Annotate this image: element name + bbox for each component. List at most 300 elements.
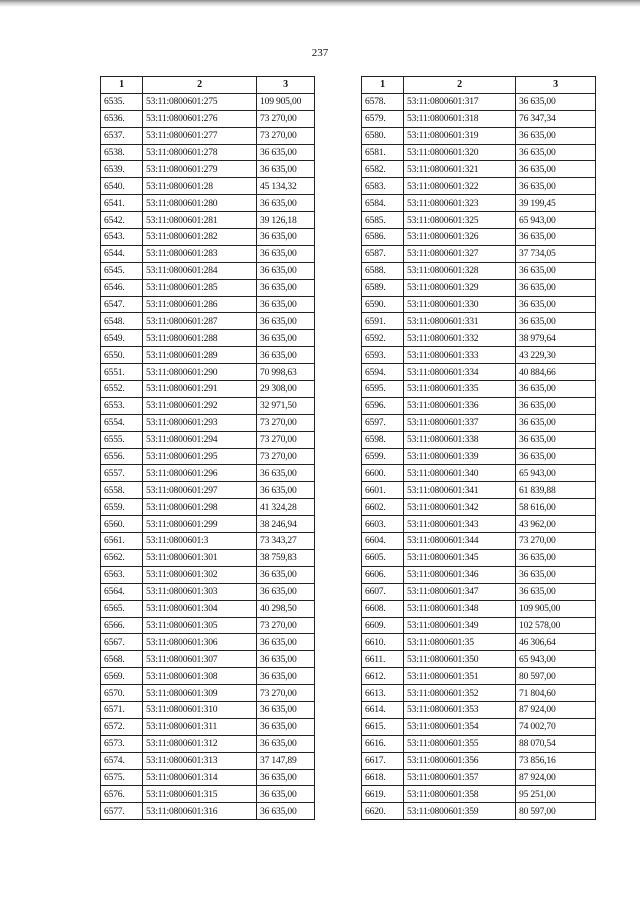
table-row	[101, 566, 315, 583]
cadastral-number: 53:11:0800601:298	[143, 499, 257, 516]
cadastral-number: 53:11:0800601:326	[404, 229, 516, 246]
cadastral-number: 53:11:0800601:308	[143, 668, 257, 685]
value-cell: 65 943,00	[516, 212, 596, 229]
row-number: 6615.	[362, 718, 404, 735]
cadastral-number: 53:11:0800601:289	[143, 347, 257, 364]
table-row	[101, 414, 315, 431]
value-cell: 73 343,27	[257, 533, 315, 550]
value-cell: 43 962,00	[516, 516, 596, 533]
row-number: 6610.	[362, 634, 404, 651]
value-cell: 73 270,00	[257, 617, 315, 634]
table-row	[101, 313, 315, 330]
value-cell: 74 002,70	[516, 718, 596, 735]
table-row	[101, 127, 315, 144]
cadastral-number: 53:11:0800601:343	[404, 516, 516, 533]
row-number: 6601.	[362, 482, 404, 499]
value-cell: 73 856,16	[516, 752, 596, 769]
value-cell: 61 839,88	[516, 482, 596, 499]
row-number: 6559.	[101, 499, 143, 516]
cadastral-number: 53:11:0800601:317	[404, 93, 516, 110]
table-row	[101, 431, 315, 448]
table-row	[362, 313, 596, 330]
row-number: 6604.	[362, 533, 404, 550]
cadastral-number: 53:11:0800601:314	[143, 769, 257, 786]
table-row	[362, 262, 596, 279]
table-row	[362, 414, 596, 431]
value-cell: 36 635,00	[516, 262, 596, 279]
cadastral-number: 53:11:0800601:283	[143, 245, 257, 262]
cadastral-number: 53:11:0800601:309	[143, 685, 257, 702]
row-number: 6570.	[101, 685, 143, 702]
row-number: 6583.	[362, 178, 404, 195]
table-row	[101, 803, 315, 820]
row-number: 6590.	[362, 296, 404, 313]
table-row	[362, 786, 596, 803]
cadastral-number: 53:11:0800601:291	[143, 381, 257, 398]
cadastral-number: 53:11:0800601:287	[143, 313, 257, 330]
table-row	[101, 482, 315, 499]
cadastral-number: 53:11:0800601:313	[143, 752, 257, 769]
table-row	[362, 296, 596, 313]
table-row	[362, 516, 596, 533]
value-cell: 36 635,00	[516, 431, 596, 448]
cadastral-number: 53:11:0800601:345	[404, 549, 516, 566]
table-row	[101, 583, 315, 600]
cadastral-number: 53:11:0800601:329	[404, 279, 516, 296]
row-number: 6579.	[362, 110, 404, 127]
table-row	[101, 279, 315, 296]
value-cell: 36 635,00	[257, 735, 315, 752]
table-row	[101, 397, 315, 414]
row-number: 6538.	[101, 144, 143, 161]
table-row	[362, 431, 596, 448]
value-cell: 36 635,00	[257, 195, 315, 212]
cadastral-number: 53:11:0800601:28	[143, 178, 257, 195]
cadastral-number: 53:11:0800601:347	[404, 583, 516, 600]
row-number: 6608.	[362, 600, 404, 617]
value-cell: 38 246,94	[257, 516, 315, 533]
cadastral-number: 53:11:0800601:295	[143, 448, 257, 465]
value-cell: 76 347,34	[516, 110, 596, 127]
table-row	[101, 296, 315, 313]
row-number: 6614.	[362, 701, 404, 718]
value-cell: 73 270,00	[257, 127, 315, 144]
value-cell: 36 635,00	[257, 651, 315, 668]
value-cell: 41 324,28	[257, 499, 315, 516]
cadastral-number: 53:11:0800601:282	[143, 229, 257, 246]
table-row	[101, 735, 315, 752]
cadastral-number: 53:11:0800601:337	[404, 414, 516, 431]
value-cell: 73 270,00	[257, 110, 315, 127]
table-row	[101, 685, 315, 702]
value-cell: 36 635,00	[257, 245, 315, 262]
table-row	[101, 347, 315, 364]
cadastral-number: 53:11:0800601:297	[143, 482, 257, 499]
value-cell: 36 635,00	[516, 279, 596, 296]
cadastral-number: 53:11:0800601:334	[404, 364, 516, 381]
cadastral-number: 53:11:0800601:351	[404, 668, 516, 685]
value-cell: 36 635,00	[257, 718, 315, 735]
cadastral-number: 53:11:0800601:316	[143, 803, 257, 820]
cadastral-number: 53:11:0800601:296	[143, 465, 257, 482]
row-number: 6594.	[362, 364, 404, 381]
cadastral-number: 53:11:0800601:333	[404, 347, 516, 364]
table-row	[362, 752, 596, 769]
table-row	[362, 651, 596, 668]
table-row	[101, 144, 315, 161]
cadastral-number: 53:11:0800601:294	[143, 431, 257, 448]
table-row	[362, 245, 596, 262]
value-cell: 39 199,45	[516, 195, 596, 212]
cadastral-number: 53:11:0800601:276	[143, 110, 257, 127]
row-number: 6556.	[101, 448, 143, 465]
cadastral-number: 53:11:0800601:304	[143, 600, 257, 617]
header-col-3: 3	[257, 77, 315, 94]
row-number: 6585.	[362, 212, 404, 229]
row-number: 6597.	[362, 414, 404, 431]
row-number: 6587.	[362, 245, 404, 262]
table-row	[362, 178, 596, 195]
row-number: 6536.	[101, 110, 143, 127]
row-number: 6561.	[101, 533, 143, 550]
cadastral-number: 53:11:0800601:315	[143, 786, 257, 803]
value-cell: 37 147,89	[257, 752, 315, 769]
row-number: 6551.	[101, 364, 143, 381]
cadastral-number: 53:11:0800601:349	[404, 617, 516, 634]
value-cell: 40 884,66	[516, 364, 596, 381]
cadastral-number: 53:11:0800601:277	[143, 127, 257, 144]
cadastral-number: 53:11:0800601:280	[143, 195, 257, 212]
value-cell: 36 635,00	[516, 296, 596, 313]
value-cell: 70 998,63	[257, 364, 315, 381]
cadastral-number: 53:11:0800601:281	[143, 212, 257, 229]
table-row	[362, 127, 596, 144]
table-row	[101, 448, 315, 465]
row-number: 6577.	[101, 803, 143, 820]
cadastral-number: 53:11:0800601:35	[404, 634, 516, 651]
cadastral-number: 53:11:0800601:301	[143, 549, 257, 566]
value-cell: 36 635,00	[257, 668, 315, 685]
cadastral-number: 53:11:0800601:346	[404, 566, 516, 583]
table-row	[101, 178, 315, 195]
table-row	[101, 465, 315, 482]
value-cell: 36 635,00	[516, 448, 596, 465]
header-col-1: 1	[101, 77, 143, 94]
value-cell: 109 905,00	[257, 93, 315, 110]
row-number: 6564.	[101, 583, 143, 600]
row-number: 6548.	[101, 313, 143, 330]
row-number: 6568.	[101, 651, 143, 668]
cadastral-number: 53:11:0800601:352	[404, 685, 516, 702]
row-number: 6542.	[101, 212, 143, 229]
header-row	[101, 77, 315, 94]
row-number: 6575.	[101, 769, 143, 786]
row-number: 6555.	[101, 431, 143, 448]
table-row	[362, 533, 596, 550]
cadastral-number: 53:11:0800601:311	[143, 718, 257, 735]
value-cell: 46 306,64	[516, 634, 596, 651]
row-number: 6545.	[101, 262, 143, 279]
value-cell: 36 635,00	[516, 549, 596, 566]
row-number: 6596.	[362, 397, 404, 414]
cadastral-number: 53:11:0800601:336	[404, 397, 516, 414]
row-number: 6589.	[362, 279, 404, 296]
table-row	[362, 701, 596, 718]
row-number: 6611.	[362, 651, 404, 668]
table-row	[101, 499, 315, 516]
row-number: 6552.	[101, 381, 143, 398]
table-row	[362, 482, 596, 499]
value-cell: 73 270,00	[516, 533, 596, 550]
header-col-1: 1	[362, 77, 404, 94]
value-cell: 87 924,00	[516, 769, 596, 786]
row-number: 6576.	[101, 786, 143, 803]
table-row	[362, 617, 596, 634]
row-number: 6549.	[101, 330, 143, 347]
cadastral-number: 53:11:0800601:292	[143, 397, 257, 414]
row-number: 6566.	[101, 617, 143, 634]
row-number: 6609.	[362, 617, 404, 634]
table-row	[101, 617, 315, 634]
row-number: 6586.	[362, 229, 404, 246]
table-row	[362, 583, 596, 600]
table-row	[362, 566, 596, 583]
register-rows-right	[362, 93, 596, 819]
table-row	[101, 245, 315, 262]
table-row	[362, 347, 596, 364]
row-number: 6550.	[101, 347, 143, 364]
header-col-2: 2	[143, 77, 257, 94]
row-number: 6592.	[362, 330, 404, 347]
value-cell: 38 979,64	[516, 330, 596, 347]
cadastral-number: 53:11:0800601:284	[143, 262, 257, 279]
table-row	[362, 769, 596, 786]
table-row	[362, 144, 596, 161]
value-cell: 38 759,83	[257, 549, 315, 566]
table-row	[362, 229, 596, 246]
value-cell: 36 635,00	[516, 127, 596, 144]
cadastral-number: 53:11:0800601:307	[143, 651, 257, 668]
row-number: 6571.	[101, 701, 143, 718]
row-number: 6620.	[362, 803, 404, 820]
row-number: 6619.	[362, 786, 404, 803]
value-cell: 36 635,00	[257, 583, 315, 600]
table-row	[362, 600, 596, 617]
row-number: 6593.	[362, 347, 404, 364]
row-number: 6603.	[362, 516, 404, 533]
table-row	[101, 381, 315, 398]
table-row	[101, 93, 315, 110]
cadastral-number: 53:11:0800601:290	[143, 364, 257, 381]
value-cell: 73 270,00	[257, 414, 315, 431]
table-row	[362, 330, 596, 347]
table-row	[101, 161, 315, 178]
value-cell: 36 635,00	[257, 313, 315, 330]
cadastral-number: 53:11:0800601:338	[404, 431, 516, 448]
row-number: 6598.	[362, 431, 404, 448]
table-row	[101, 110, 315, 127]
cadastral-number: 53:11:0800601:355	[404, 735, 516, 752]
cadastral-number: 53:11:0800601:321	[404, 161, 516, 178]
table-row	[101, 195, 315, 212]
row-number: 6581.	[362, 144, 404, 161]
cadastral-number: 53:11:0800601:350	[404, 651, 516, 668]
row-number: 6569.	[101, 668, 143, 685]
row-number: 6563.	[101, 566, 143, 583]
value-cell: 36 635,00	[516, 229, 596, 246]
register-rows-left	[101, 93, 315, 819]
cadastral-number: 53:11:0800601:354	[404, 718, 516, 735]
value-cell: 87 924,00	[516, 701, 596, 718]
table-row	[362, 668, 596, 685]
cadastral-number: 53:11:0800601:339	[404, 448, 516, 465]
row-number: 6557.	[101, 465, 143, 482]
register-table-right	[361, 76, 596, 820]
value-cell: 36 635,00	[257, 330, 315, 347]
table-row	[101, 330, 315, 347]
table-row	[362, 685, 596, 702]
row-number: 6612.	[362, 668, 404, 685]
value-cell: 45 134,32	[257, 178, 315, 195]
cadastral-number: 53:11:0800601:356	[404, 752, 516, 769]
value-cell: 36 635,00	[257, 229, 315, 246]
table-row	[362, 110, 596, 127]
cadastral-number: 53:11:0800601:279	[143, 161, 257, 178]
cadastral-number: 53:11:0800601:288	[143, 330, 257, 347]
cadastral-number: 53:11:0800601:305	[143, 617, 257, 634]
row-number: 6562.	[101, 549, 143, 566]
value-cell: 36 635,00	[257, 701, 315, 718]
value-cell: 36 635,00	[516, 313, 596, 330]
header-col-3: 3	[516, 77, 596, 94]
scan-edge-artifact	[0, 0, 640, 7]
register-table-left	[100, 76, 315, 820]
cadastral-number: 53:11:0800601:335	[404, 381, 516, 398]
row-number: 6606.	[362, 566, 404, 583]
value-cell: 73 270,00	[257, 448, 315, 465]
row-number: 6553.	[101, 397, 143, 414]
row-number: 6535.	[101, 93, 143, 110]
row-number: 6546.	[101, 279, 143, 296]
row-number: 6543.	[101, 229, 143, 246]
value-cell: 36 635,00	[516, 178, 596, 195]
row-number: 6588.	[362, 262, 404, 279]
value-cell: 36 635,00	[516, 161, 596, 178]
value-cell: 102 578,00	[516, 617, 596, 634]
row-number: 6607.	[362, 583, 404, 600]
cadastral-number: 53:11:0800601:278	[143, 144, 257, 161]
row-number: 6544.	[101, 245, 143, 262]
table-row	[362, 735, 596, 752]
cadastral-number: 53:11:0800601:310	[143, 701, 257, 718]
table-row	[362, 195, 596, 212]
cadastral-number: 53:11:0800601:303	[143, 583, 257, 600]
value-cell: 88 070,54	[516, 735, 596, 752]
cadastral-number: 53:11:0800601:331	[404, 313, 516, 330]
row-number: 6582.	[362, 161, 404, 178]
cadastral-number: 53:11:0800601:330	[404, 296, 516, 313]
table-row	[362, 364, 596, 381]
value-cell: 36 635,00	[257, 482, 315, 499]
table-row	[101, 769, 315, 786]
value-cell: 36 635,00	[516, 144, 596, 161]
row-number: 6540.	[101, 178, 143, 195]
table-row	[362, 549, 596, 566]
cadastral-number: 53:11:0800601:320	[404, 144, 516, 161]
row-number: 6591.	[362, 313, 404, 330]
table-row	[362, 93, 596, 110]
value-cell: 36 635,00	[516, 583, 596, 600]
table-row	[101, 533, 315, 550]
table-row	[101, 701, 315, 718]
row-number: 6537.	[101, 127, 143, 144]
table-row	[101, 549, 315, 566]
row-number: 6580.	[362, 127, 404, 144]
cadastral-number: 53:11:0800601:332	[404, 330, 516, 347]
cadastral-number: 53:11:0800601:325	[404, 212, 516, 229]
cadastral-number: 53:11:0800601:340	[404, 465, 516, 482]
value-cell: 39 126,18	[257, 212, 315, 229]
row-number: 6541.	[101, 195, 143, 212]
row-number: 6565.	[101, 600, 143, 617]
table-row	[101, 651, 315, 668]
cadastral-number: 53:11:0800601:312	[143, 735, 257, 752]
value-cell: 36 635,00	[257, 161, 315, 178]
cadastral-number: 53:11:0800601:293	[143, 414, 257, 431]
cadastral-number: 53:11:0800601:358	[404, 786, 516, 803]
value-cell: 36 635,00	[257, 769, 315, 786]
value-cell: 36 635,00	[257, 296, 315, 313]
cadastral-number: 53:11:0800601:342	[404, 499, 516, 516]
table-row	[362, 718, 596, 735]
table-row	[362, 499, 596, 516]
table-row	[362, 803, 596, 820]
value-cell: 73 270,00	[257, 431, 315, 448]
row-number: 6613.	[362, 685, 404, 702]
table-row	[101, 212, 315, 229]
value-cell: 36 635,00	[516, 566, 596, 583]
row-number: 6560.	[101, 516, 143, 533]
table-row	[362, 465, 596, 482]
row-number: 6572.	[101, 718, 143, 735]
value-cell: 36 635,00	[257, 279, 315, 296]
value-cell: 36 635,00	[257, 634, 315, 651]
cadastral-number: 53:11:0800601:285	[143, 279, 257, 296]
table-row	[101, 752, 315, 769]
row-number: 6605.	[362, 549, 404, 566]
cadastral-number: 53:11:0800601:3	[143, 533, 257, 550]
value-cell: 80 597,00	[516, 668, 596, 685]
table-row	[101, 229, 315, 246]
row-number: 6539.	[101, 161, 143, 178]
table-row	[101, 600, 315, 617]
row-number: 6578.	[362, 93, 404, 110]
value-cell: 36 635,00	[257, 803, 315, 820]
table-row	[362, 397, 596, 414]
row-number: 6558.	[101, 482, 143, 499]
cadastral-number: 53:11:0800601:344	[404, 533, 516, 550]
cadastral-number: 53:11:0800601:327	[404, 245, 516, 262]
value-cell: 36 635,00	[516, 414, 596, 431]
row-number: 6574.	[101, 752, 143, 769]
cadastral-number: 53:11:0800601:323	[404, 195, 516, 212]
cadastral-number: 53:11:0800601:357	[404, 769, 516, 786]
value-cell: 36 635,00	[257, 347, 315, 364]
value-cell: 95 251,00	[516, 786, 596, 803]
value-cell: 65 943,00	[516, 651, 596, 668]
value-cell: 32 971,50	[257, 397, 315, 414]
value-cell: 73 270,00	[257, 685, 315, 702]
